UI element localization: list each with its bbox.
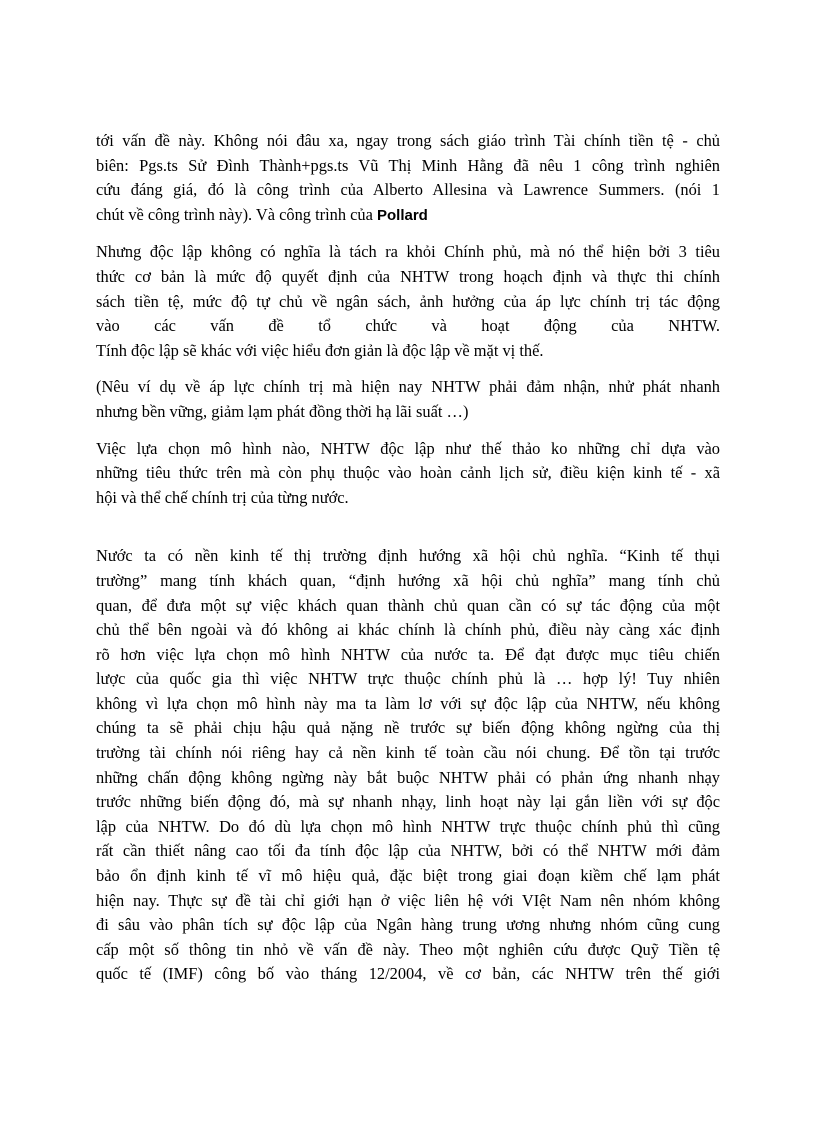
paragraph-5 — [96, 544, 720, 987]
text-line: không vì lựa chọn mô hình này ma ta làm lơ với sự độc lập của NHTW, nếu không — [96, 693, 720, 713]
text-line: rõ hơn việc lựa chọn mô hình NHTW của nước ta. Để đạt được mục tiêu chiến — [96, 644, 720, 664]
text-line: biên: Pgs.ts Sử Đình Thành+pgs.ts Vũ Thị Minh Hằng đã nêu 1 công trình nghiên — [96, 155, 720, 175]
text-line: những tiêu thức trên mà còn phụ thuộc vào hoàn cảnh lịch sử, điều kiện kinh tế - xã — [96, 463, 720, 483]
text-line: hiện nay. Thực sự đề tài chỉ giới hạn ở việc liên hệ với VIệt Nam nên nhóm không — [96, 890, 720, 910]
text-line: chủ thể bên ngoài và đó không ai khác chính là chính phủ, điều này càng xác định — [96, 620, 720, 640]
text-line: Nước ta có nền kinh tế thị trường định hướng xã hội chủ nghĩa. “Kinh tế thụi — [96, 546, 720, 566]
text-line: vào các vấn đề tổ chức và hoạt động của NHTW. — [96, 316, 720, 336]
paragraph-2 — [96, 240, 720, 363]
text-line: (Nêu ví dụ về áp lực chính trị mà hiện nay NHTW phải đảm nhận, nhử phát nhanh — [96, 377, 720, 397]
text-line: nhưng bền vững, giảm lạm phát đồng thời hạ lãi suất …) — [96, 401, 469, 421]
text-line: bảo ổn định kinh tế vĩ mô hiệu quả, đặc biệt trong giai đoạn kiềm chế lạm phát — [96, 866, 720, 886]
text-line: chút về công trình này). Và công trình của — [96, 204, 377, 224]
text-line: trường tài chính nói riêng hay cả nền kinh tế toàn cầu nói chung. Để tồn tại trước — [96, 743, 720, 763]
text-line: thức cơ bản là mức độ quyết định của NHTW trong hoạch định và thực thi chính — [96, 266, 720, 286]
text-line: những chấn động không ngừng này bắt buộc NHTW phải có phản ứng nhanh nhạy — [96, 767, 720, 787]
text-line: lập của NHTW. Do đó dù lựa chọn mô hình NHTW trực thuộc chính phủ thì cũng — [96, 816, 720, 836]
document-body — [96, 129, 720, 987]
emphasis-author-name: Pollard — [377, 206, 428, 224]
text-line: đi sâu vào phân tích sự độc lập của Ngân hàng trung ương nhưng nhóm cũng cung — [96, 915, 720, 935]
text-line: tới vấn đề này. Không nói đâu xa, ngay trong sách giáo trình Tài chính tiền tệ - chủ — [96, 131, 720, 150]
text-line: chúng ta sẽ phải chịu hậu quả nặng nề trước sự biến động không ngừng của thị — [96, 718, 720, 738]
text-line: sách tiền tệ, mức độ tự chủ về ngân sách, ảnh hưởng của áp lực chính trị tác động — [96, 291, 720, 311]
text-line: cấp một số thông tin nhỏ về vấn đề này. Theo một nghiên cứu được Quỹ Tiền tệ — [96, 939, 720, 959]
text-line: trước những biến động đó, mà sự nhanh nhạy, linh hoạt này lại gắn liền với sự độc — [96, 792, 720, 812]
text-line: hội và thể chế chính trị của từng nước. — [96, 487, 349, 507]
text-line: quốc tế (IMF) công bố vào tháng 12/2004, về cơ bản, các NHTW trên thế giới — [96, 964, 720, 984]
text-line-with-emphasis — [96, 203, 720, 229]
text-line: lược của quốc gia thì việc NHTW trực thuộc chính phủ là … hợp lý! Tuy nhiên — [96, 669, 720, 689]
text-line: Việc lựa chọn mô hình nào, NHTW độc lập như thế thảo ko những chỉ dựa vào — [96, 438, 720, 458]
text-line: cứu đáng giá, đó là công trình của Alberto Allesina và Lawrence Summers. (nói 1 — [96, 180, 720, 200]
paragraph-1 — [96, 129, 720, 228]
text-line: Tính độc lập sẽ khác với việc hiểu đơn giản là độc lập về mặt vị thế. — [96, 340, 544, 360]
text-line: quan, để đưa một sự việc khách quan thành chủ quan cần có sự tác động của một — [96, 595, 720, 615]
text-line: Nhưng độc lập không có nghĩa là tách ra khỏi Chính phủ, mà nó thể hiện bởi 3 tiêu — [96, 242, 720, 262]
text-line: rất cần thiết nâng cao tối đa tính độc lập của NHTW, bởi có thể NHTW mới đảm — [96, 841, 720, 861]
paragraph-3 — [96, 375, 720, 424]
text-line: trường” mang tính khách quan, “định hướng xã hội chủ nghĩa” mang tính chủ — [96, 570, 720, 590]
paragraph-4 — [96, 437, 720, 511]
